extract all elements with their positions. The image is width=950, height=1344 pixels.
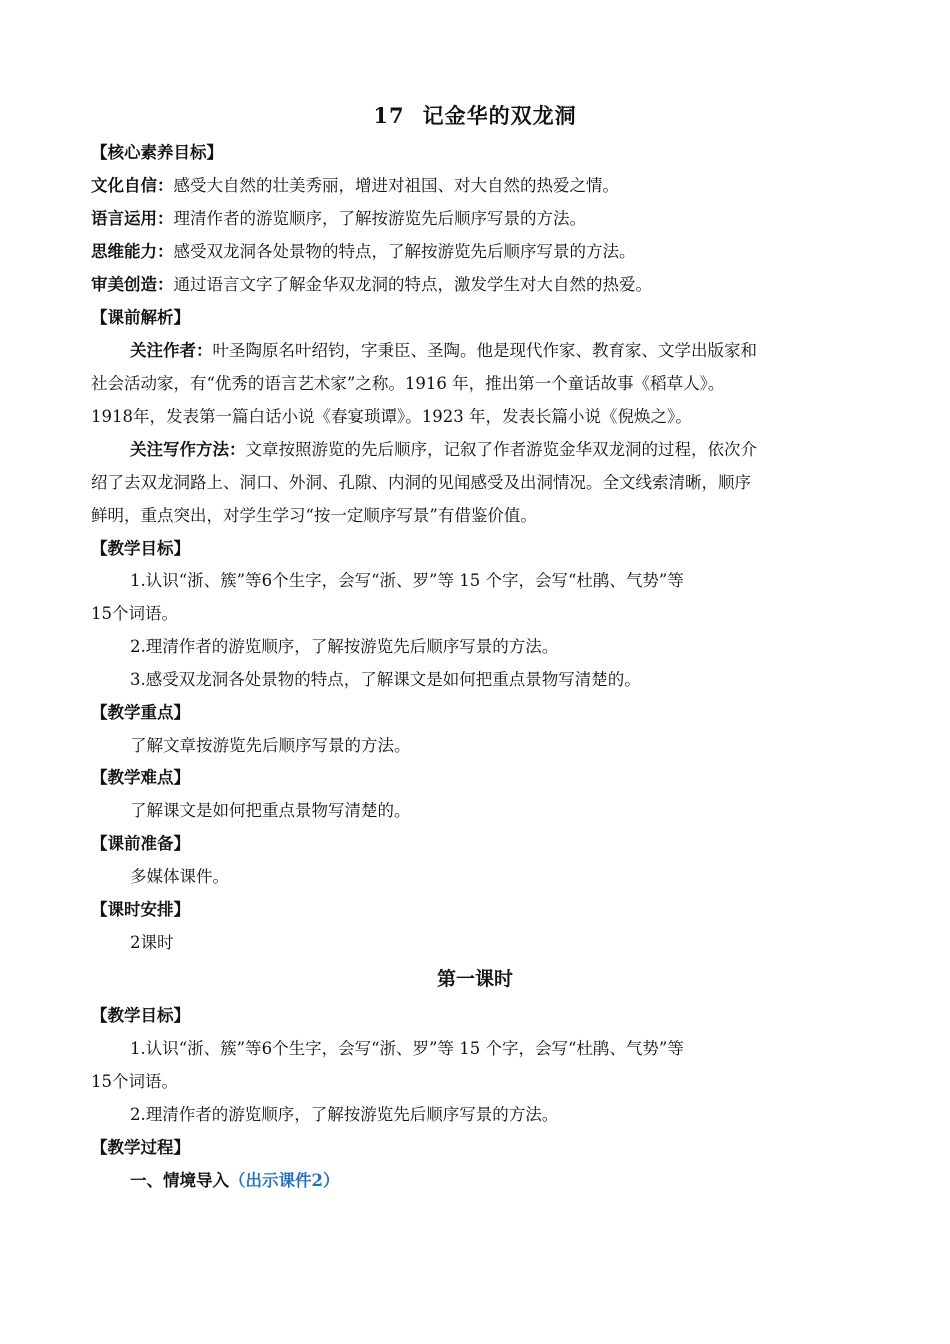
goal-language-text: 理清作者的游览顺序，了解按游览先后顺序写景的方法。 [173, 209, 586, 228]
goal1-line1: 1.认识“浙、簇”等6个生字，会写“浙、罗”等 15 个字，会写“杜鹃、气势”等 [130, 571, 684, 590]
difficulty-heading: 【教学难点】 [91, 768, 190, 787]
goal-culture-text: 感受大自然的壮美秀丽，增进对祖国、对大自然的热爱之情。 [173, 176, 619, 195]
method-text-3: 鲜明，重点突出，对学生学习“按一定顺序写景”有借鉴价值。 [91, 506, 537, 525]
step1-label: 一、情境导入 [130, 1171, 229, 1190]
author-text-2: 社会活动家，有“优秀的语言艺术家”之称。1916 年，推出第一个童话故事《稻草人》。 [91, 374, 725, 393]
core-goals-heading: 【核心素养目标】 [91, 143, 223, 162]
lesson1-goal1-line2: 15个词语。 [91, 1072, 178, 1091]
lesson1-goals-heading: 【教学目标】 [91, 1006, 190, 1025]
lesson-number: 17 [373, 103, 405, 128]
author-text-3: 1918年，发表第一篇白话小说《春宴琐谭》。1923 年，发表长篇小说《倪焕之》。 [91, 407, 692, 426]
author-label: 关注作者： [130, 341, 213, 360]
method-paragraph-line1 [130, 438, 861, 462]
method-label: 关注写作方法： [130, 440, 246, 459]
lesson1-title: 第一课时 [436, 968, 513, 990]
lesson1-goal2: 2.理清作者的游览顺序，了解按游览先后顺序写景的方法。 [130, 1105, 559, 1124]
step1-line [130, 1169, 861, 1193]
goal3: 3.感受双龙洞各处景物的特点，了解课文是如何把重点景物写清楚的。 [130, 670, 641, 689]
author-paragraph-line1 [130, 339, 861, 363]
schedule-heading: 【课时安排】 [91, 900, 190, 919]
method-text-1: 文章按照游览的先后顺序，记叙了作者游览金华双龙洞的过程，依次介 [245, 440, 757, 459]
preparation-text: 多媒体课件。 [130, 867, 229, 886]
goal-language [91, 207, 861, 231]
goal2: 2.理清作者的游览顺序，了解按游览先后顺序写景的方法。 [130, 637, 559, 656]
goal-thinking-text: 感受双龙洞各处景物的特点，了解按游览先后顺序写景的方法。 [173, 242, 636, 261]
goal-aesthetic-label: 审美创造： [91, 275, 174, 294]
author-text-1: 叶圣陶原名叶绍钧，字秉臣、圣陶。他是现代作家、教育家、文学出版家和 [212, 341, 757, 360]
difficulty-text: 了解课文是如何把重点景物写清楚的。 [130, 801, 411, 820]
key-points-heading: 【教学重点】 [91, 703, 190, 722]
goal-language-label: 语言运用： [91, 209, 174, 228]
pre-analysis-heading: 【课前解析】 [91, 308, 190, 327]
process-heading: 【教学过程】 [91, 1138, 190, 1157]
goal-culture [91, 174, 861, 198]
goal-thinking-label: 思维能力： [91, 242, 174, 261]
goal-aesthetic-text: 通过语言文字了解金华双龙洞的特点，激发学生对大自然的热爱。 [173, 275, 652, 294]
step1-courseware-note: （出示课件2） [229, 1171, 340, 1190]
goal-culture-label: 文化自信： [91, 176, 174, 195]
lesson-title-text: 记金华的双龙洞 [422, 103, 577, 128]
lesson-title [0, 100, 950, 130]
preparation-heading: 【课前准备】 [91, 834, 190, 853]
goal-thinking [91, 240, 861, 264]
key-points-text: 了解文章按游览先后顺序写景的方法。 [130, 736, 411, 755]
schedule-text: 2课时 [130, 933, 174, 952]
goal1-line2: 15个词语。 [91, 604, 178, 623]
goal-aesthetic [91, 273, 861, 297]
lesson1-goal1-line1: 1.认识“浙、簇”等6个生字，会写“浙、罗”等 15 个字，会写“杜鹃、气势”等 [130, 1039, 684, 1058]
method-text-2: 绍了去双龙洞路上、洞口、外洞、孔隙、内洞的见闻感受及出洞情况。全文线索清晰，顺序 [91, 473, 751, 492]
teaching-goals-heading: 【教学目标】 [91, 539, 190, 558]
